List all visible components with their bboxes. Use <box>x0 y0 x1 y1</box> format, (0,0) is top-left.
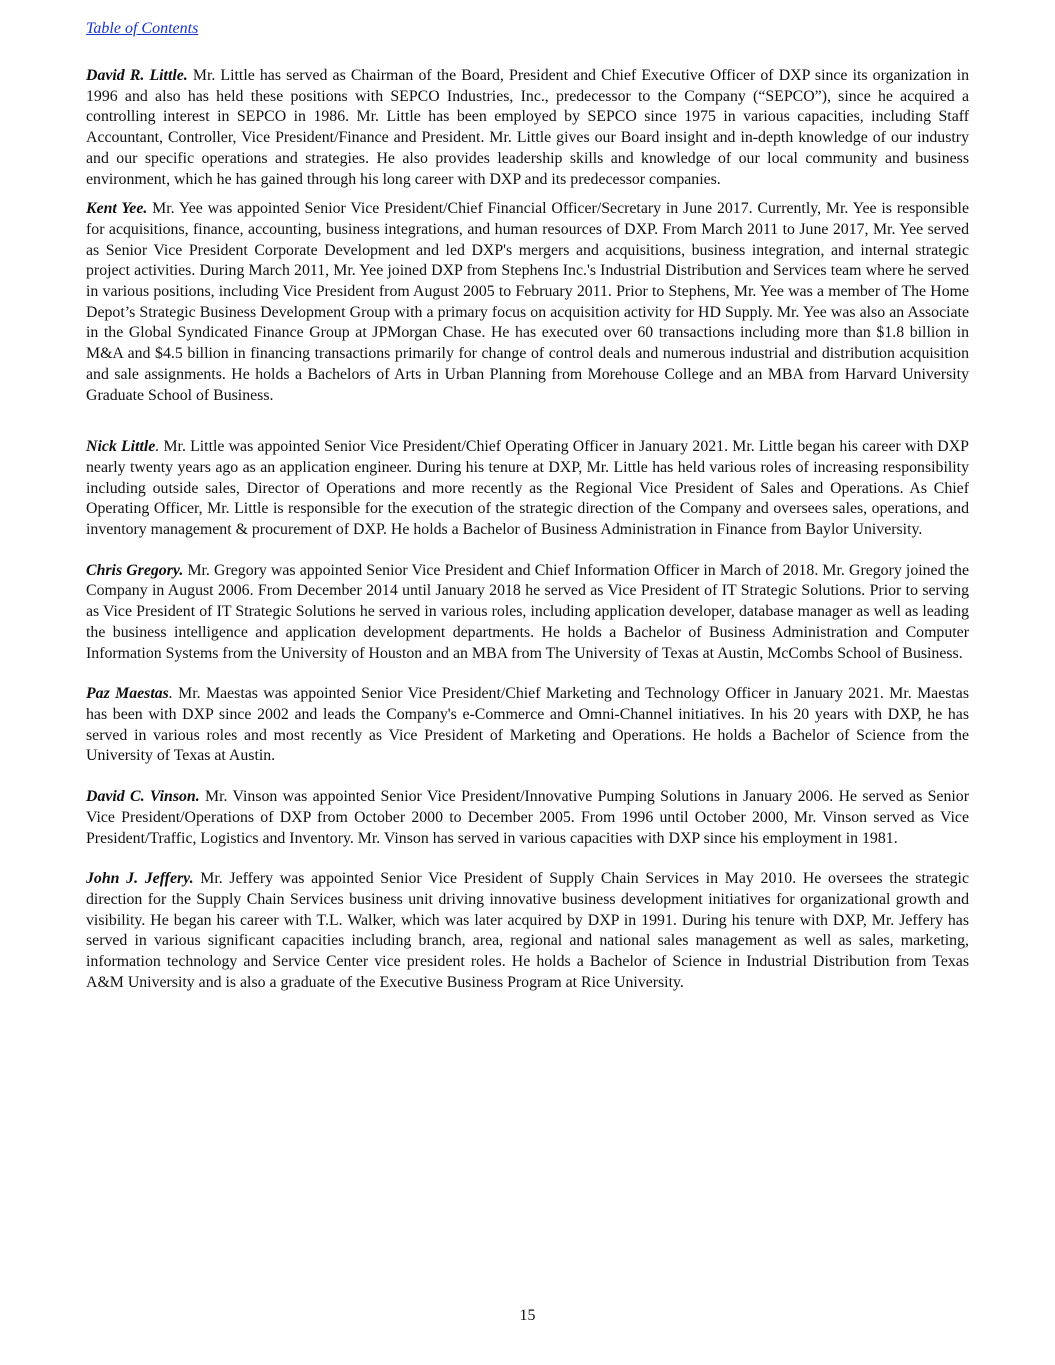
officer-bios <box>86 66 969 993</box>
bio-name-punct: . <box>195 788 200 806</box>
bio-name-punct: . <box>155 438 160 456</box>
table-of-contents-link[interactable]: Table of Contents <box>86 20 199 37</box>
bio-chris-gregory <box>86 561 969 665</box>
bio-text: Mr. Little has served as Chairman of the Board, President and Chief Executive Officer of DXP since its organization in 1996 and also has held these positions with SEPCO Industries, Inc., predecessor to the Company (“SEPCO”), since he acquired a controlling interest in SEPCO in 1986. Mr. Little has been employed by SEPCO since 1975 in various capacities, including Staff Accountant, Controller, Vice President/Finance and President. Mr. Little gives our Board insight and in-depth knowledge of our industry and our specific operations and strategies. He also provides leadership skills and knowledge of our local community and business environment, which he has gained through his long career with DXP and its predecessor companies. <box>86 67 969 188</box>
bio-nick-little <box>86 437 969 541</box>
bio-name: Chris Gregory <box>86 561 180 579</box>
bio-paz-maestas <box>86 684 969 767</box>
bio-name-punct: . <box>179 561 184 579</box>
bio-name: Nick Little <box>86 438 156 456</box>
bio-david-r-little <box>86 66 969 190</box>
bio-name-punct: . <box>143 200 148 218</box>
bio-text: Mr. Little was appointed Senior Vice President/Chief Operating Officer in January 2021. Mr. Little began his career with DXP nearly twenty years ago as an application engineer. During his tenure at DXP, Mr. Little has held various roles of increasing responsibility including outside sales, Director of Operations and more recently as the Regional Vice President of Sales and Operations. As Chief Operating Officer, Mr. Little is responsible for the execution of the strategic direction of the Company and oversees sales, operations, and inventory management & procurement of DXP. He holds a Bachelor of Business Administration in Finance from Baylor University. <box>86 438 969 539</box>
bio-text: Mr. Maestas was appointed Senior Vice President/Chief Marketing and Technology Officer in January 2021. Mr. Maestas has been with DXP since 2002 and leads the Company's e-Commerce and Omni-Channel initiatives. In his 20 years with DXP, he has served in various roles and most recently as Vice President of Marketing and Operations. He holds a Bachelor of Science from the University of Texas at Austin. <box>86 685 969 765</box>
bio-text: Mr. Yee was appointed Senior Vice President/Chief Financial Officer/Secretary in June 2017. Currently, Mr. Yee is responsible for acquisitions, finance, accounting, business integrations, and human resources of DXP. From March 2011 to June 2017, Mr. Yee served as Senior Vice President Corporate Development and led DXP's mergers and acquisitions, business integration, and internal strategic project activities. During March 2011, Mr. Yee joined DXP from Stephens Inc.'s Industrial Distribution and Services team where he served in various positions, including Vice President from August 2005 to February 2011. Prior to Stephens, Mr. Yee was a member of The Home Depot’s Strategic Business Development Group with a primary focus on acquisition activity for HD Supply. Mr. Yee was also an Associate in the Global Syndicated Finance Group at JPMorgan Chase. He has executed over 60 transactions including more than $1.8 billion in M&A and $4.5 billion in financing transactions primarily for change of control deals and numerous industrial and distribution acquisition and sale assignments. He holds a Bachelors of Arts in Urban Planning from Morehouse College and an MBA from Harvard University Graduate School of Business. <box>86 200 969 404</box>
bio-name: Kent Yee <box>86 200 144 218</box>
bio-david-c-vinson <box>86 787 969 849</box>
bio-john-j-jeffery <box>86 869 969 993</box>
bio-text: Mr. Gregory was appointed Senior Vice President and Chief Information Officer in March of 2018. Mr. Gregory joined the Company in August 2006. From December 2014 until January 2018 he served as Vice President of IT Strategic Solutions. Prior to serving as Vice President of IT Strategic Solutions he served in various roles, including application developer, database manager as well as leading the business intelligence and application development departments. He holds a Bachelor of Business Administration and Computer Information Systems from the University of Houston and an MBA from The University of Texas at Austin, McCombs School of Business. <box>86 561 969 662</box>
bio-name-punct: . <box>168 685 173 703</box>
bio-name: David R. Little <box>86 67 184 84</box>
page-number: 15 <box>519 1307 536 1324</box>
bio-name: David C. Vinson <box>86 788 196 806</box>
bio-kent-yee <box>86 199 969 406</box>
bio-text: Mr. Vinson was appointed Senior Vice President/Innovative Pumping Solutions in January 2006. He served as Senior Vice President/Operations of DXP from October 2000 to December 2005. From 1996 until October 2000, Mr. Vinson served as Vice President/Traffic, Logistics and Inventory. Mr. Vinson has served in various capacities with DXP since his employment in 1981. <box>86 788 969 847</box>
bio-name-punct: . <box>189 870 194 888</box>
bio-name: John J. Jeffery <box>86 870 190 888</box>
bio-name-punct: . <box>183 67 188 84</box>
bio-text: Mr. Jeffery was appointed Senior Vice President of Supply Chain Services in May 2010. He oversees the strategic direction for the Supply Chain Services business unit driving innovative business development initiatives for organizational growth and visibility. He began his career with T.L. Walker, which was later acquired by DXP in 1991. During his tenure with DXP, Mr. Jeffery has served in various significant capacities including branch, area, regional and national sales management as well as sales, marketing, information technology and Service Center vice president roles. He holds a Bachelor of Science in Industrial Distribution from Texas A&M University and is also a graduate of the Executive Business Program at Rice University. <box>86 870 969 991</box>
bio-name: Paz Maestas <box>86 685 169 703</box>
